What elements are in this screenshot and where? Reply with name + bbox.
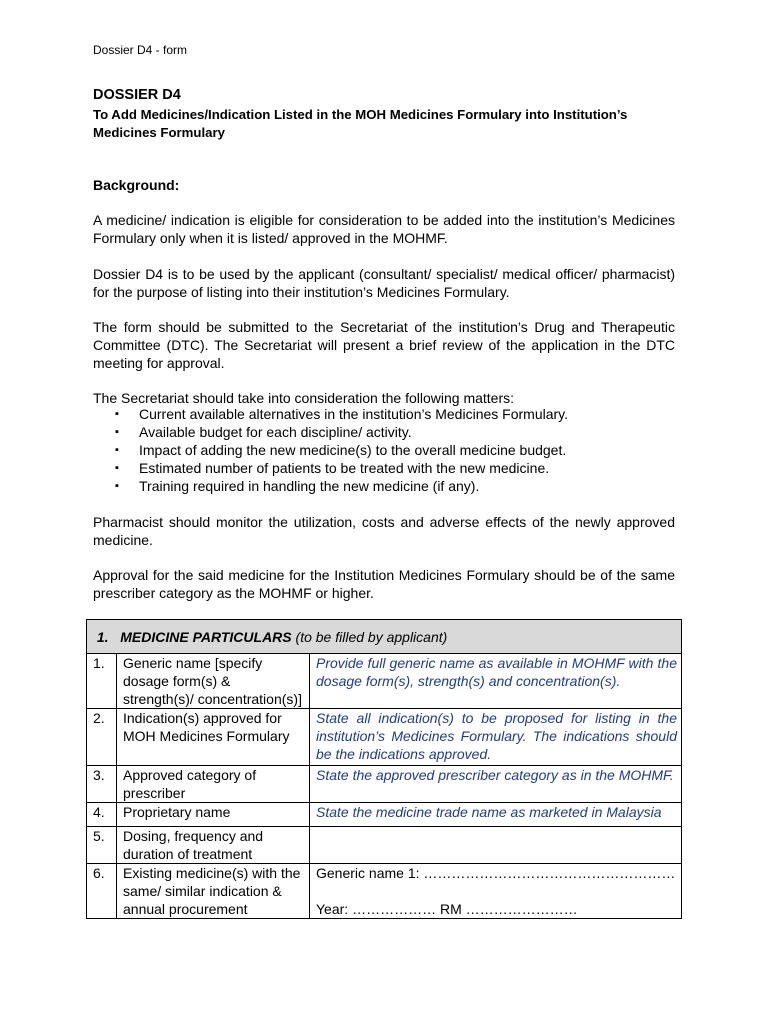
background-heading: Background:	[93, 177, 180, 193]
list-item: ▪ Impact of adding the new medicine(s) to the overall medicine budget.	[93, 441, 568, 459]
row-label: Approved category of prescriber	[117, 766, 310, 803]
approval-paragraph: Approval for the said medicine for the Institution Medicines Formulary should be of the same prescriber category as the MOHMF or higher.	[93, 567, 675, 601]
running-header: Dossier D4 - form	[93, 43, 188, 57]
row-guidance[interactable]	[310, 827, 682, 864]
row-number: 4.	[87, 803, 117, 827]
document-subtitle: To Add Medicines/Indication Listed in the MOH Medicines Formulary into Institution’s Medicines Formulary	[93, 107, 628, 140]
row-number: 1.	[87, 654, 117, 709]
existing-medicine-cell[interactable]	[310, 864, 682, 919]
table-heading-note: (to be filled by applicant)	[295, 628, 448, 645]
row-label: Proprietary name	[117, 803, 310, 827]
row-guidance[interactable]: State the medicine trade name as marketed in Malaysia	[310, 803, 682, 827]
row-number: 3.	[87, 766, 117, 803]
list-item: ▪ Training required in handling the new medicine (if any).	[93, 477, 568, 495]
row-number: 6.	[87, 864, 117, 919]
row-guidance[interactable]: State the approved prescriber category as in the MOHMF.	[310, 766, 682, 803]
medicine-particulars-table	[86, 619, 682, 919]
row-number: 2.	[87, 709, 117, 766]
list-item: ▪ Available budget for each discipline/ activity.	[93, 423, 568, 441]
row-label: Dosing, frequency and duration of treatment	[117, 827, 310, 864]
background-paragraph-2: Dossier D4 is to be used by the applicant (consultant/ specialist/ medical officer/ pharmacist) for the purpose of listing into their institution’s Medicines Formulary.	[93, 266, 675, 300]
table-row	[87, 827, 682, 864]
row-label: Existing medicine(s) with the same/ similar indication & annual procurement	[117, 864, 310, 919]
table-row	[87, 864, 682, 919]
considerations-intro: The Secretariat should take into consideration the following matters:	[93, 390, 515, 406]
row-guidance[interactable]: State all indication(s) to be proposed for listing in the institution’s Medicines Formulary. The indications should be the indications approved.	[310, 709, 682, 766]
document-title: DOSSIER D4	[93, 87, 181, 103]
table-row	[87, 803, 682, 827]
row-label: Generic name [specify dosage form(s) & strength(s)/ concentration(s)]	[117, 654, 310, 709]
pharmacist-paragraph: Pharmacist should monitor the utilization, costs and adverse effects of the newly approved medicine.	[93, 514, 675, 548]
background-paragraph-3: The form should be submitted to the Secretariat of the institution’s Drug and Therapeutic Committee (DTC). The Secretariat will present a brief review of the application in the DTC meeting for approval.	[93, 319, 675, 371]
table-row	[87, 654, 682, 709]
row-number: 5.	[87, 827, 117, 864]
table-row	[87, 766, 682, 803]
list-item: ▪ Estimated number of patients to be treated with the new medicine.	[93, 459, 568, 477]
year-rm-line[interactable]: Year: ……………… RM ……………………	[316, 901, 578, 917]
table-heading	[87, 620, 682, 654]
row-label: Indication(s) approved for MOH Medicines Formulary	[117, 709, 310, 766]
generic-name-1-line[interactable]: Generic name 1: ………………………………………………	[316, 865, 676, 881]
row-guidance[interactable]: Provide full generic name as available in MOHMF with the dosage form(s), strength(s) and concentration(s).	[310, 654, 682, 709]
table-heading-number: 1.	[96, 628, 109, 645]
table-heading-title: MEDICINE PARTICULARS	[120, 628, 292, 645]
list-item: ▪ Current available alternatives in the institution’s Medicines Formulary.	[93, 405, 568, 423]
background-paragraph-1: A medicine/ indication is eligible for consideration to be added into the institution’s Medicines Formulary only when it is listed/ approved in the MOHMF.	[93, 212, 675, 246]
table-row	[87, 709, 682, 766]
considerations-list	[93, 405, 568, 495]
